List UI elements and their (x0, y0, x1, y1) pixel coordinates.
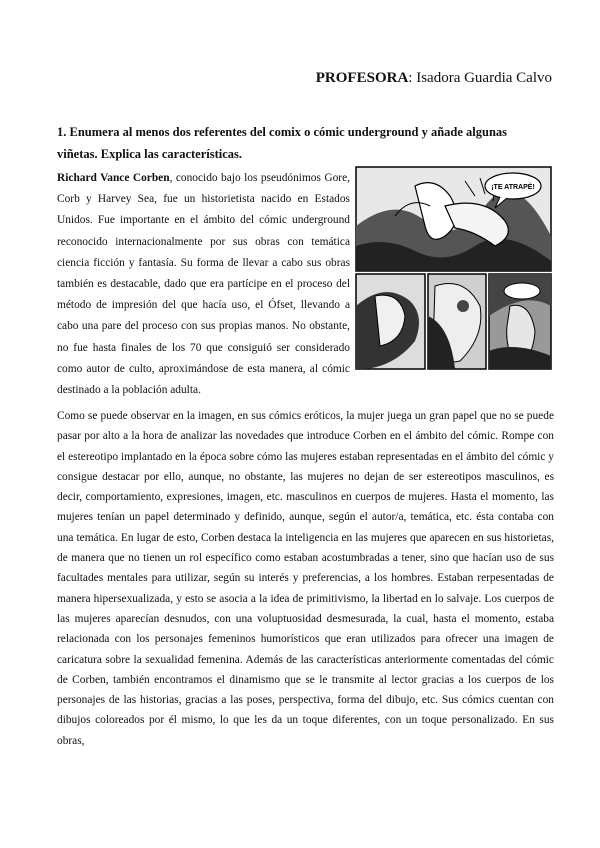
question-heading: 1. Enumera al menos dos referentes del comix o cómic underground y añade algunas viñetas. Explica las características. (57, 125, 508, 161)
professor-label: PROFESORA (315, 70, 409, 86)
speech-bubble-text: ¡TE ATRAPÉ! (491, 184, 535, 191)
comic-panel-bottom-middle (428, 274, 486, 369)
comic-panels-image (355, 166, 552, 370)
professor-header (316, 70, 552, 87)
comic-panel-top (356, 167, 551, 271)
comic-panel-bottom-right (489, 274, 551, 369)
paragraph-intro (57, 168, 350, 401)
header-separator: : (408, 70, 413, 86)
paragraph-intro-text: , conocido bajo los pseudónimos Gore, Corb y Harvey Sea, fue un historietista nacido en Estados Unidos. Fue importante en el ámbito del cómic underground reconocido internacionalmente por sus obras con temática ciencia ficción y fantasía. Su forma de llevar a cabo sus obras también es destacable, dado que era partícipe en el proceso del método de impresión del que hacía uso, el Ófset, llevando a cabo una pare del proceso con sus propias manos. No obstante, no fue hasta finales de los 70 que consiguió ser considerado como autor de culto, aproximándose de esta manera, al cómic destinado a la población adulta. (57, 172, 350, 397)
author-name: Richard Vance Corben (57, 172, 170, 184)
professor-name: Isadora Guardia Calvo (416, 70, 552, 86)
comic-panel-bottom-left (356, 274, 425, 369)
paragraph-analysis: Como se puede observar en la imagen, en sus cómics eróticos, la mujer juega un gran papel que no se puede pasar por alto a la hora de analizar las novedades que introduce Corben en el ámbito del cómic. Rompe con el estereotipo implantado en la época sobre cómo las mujeres estaban representadas en el ámbito del cómic y consigue destacar por ello, aunque, no obstante, las mujeres no dejan de ser estereotipos masculinos, es decir, comportamiento, expresiones, imagen, etc. masculinos en cuerpos de mujeres. Hasta el momento, las mujeres tenían un papel determinado y definido, aunque, según el autor/a, temática, etc. ésta contaba con una temática. En lugar de esto, Corben destaca la inteligencia en las mujeres que aparecen en sus historietas, de manera que no tienen un rol específico como estaban acostumbradas a tener, sino que hacían uso de sus facultades mentales para utilizar, según su interés y preferencias, a los hombres. Estaban rerpesentadas de manera hipersexualizada, y esto se asocia a la idea de primitivismo, la libertad en lo salvaje. Los cuerpos de las mujeres aparecían desnudos, con una voluptuosidad desmesurada, la cual, hasta el momento, estaba relacionada con los personajes femeninos humorísticos que eran utilizados para ofrecer una imagen de caricatura sobre la sexualidad femenina. Además de las características anteriormente comentadas del cómic de Corben, también encontramos el dinamismo que se le transmite al lector gracias a los cuerpos de los personajes de las historias, gracias a las poses, perspectiva, forma del dibujo, etc. Sus cómics cuentan con dibujos coloreados por él mismo, lo que les da un toque diferentes, con un toque personalizado. En sus obras, (57, 410, 554, 747)
